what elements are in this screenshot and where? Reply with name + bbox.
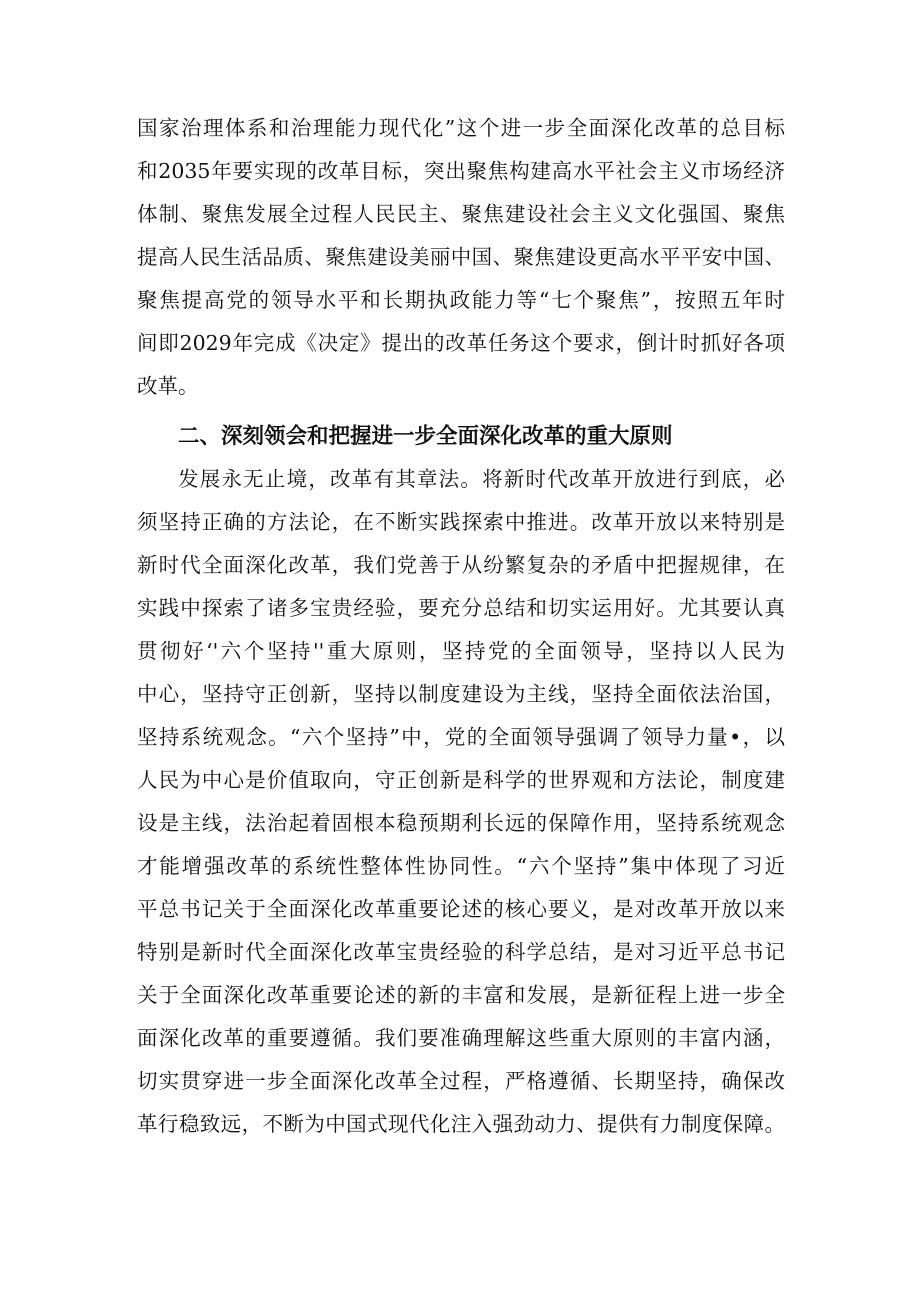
paragraph-line: 改革。 [137,374,199,398]
paragraph-line: 贯彻好‘'六个坚持''重大原则，坚持党的全面领导，坚持以人民为 [137,639,785,663]
paragraph-line: 间即2029年完成《决定》提出的改革任务这个要求，倒计时抓好各项 [137,331,785,355]
paragraph-line: 人民为中心是价值取向，守正创新是科学的世界观和方法论，制度建 [137,768,785,792]
paragraph-line: 切实贯穿进一步全面深化改革全过程，严格遵循、长期坚持，确保改 [137,1069,785,1093]
paragraph-line: 提高人民生活品质、聚焦建设美丽中国、聚焦建设更高水平平安中国、 [137,245,785,269]
paragraph-line: 关于全面深化改革重要论述的新的丰富和发展，是新征程上进一步全 [137,983,785,1007]
paragraph-2 [137,458,785,1146]
paragraph-line: 发展永无止境，改革有其章法。将新时代改革开放进行到底，必 [178,467,785,491]
paragraph-line: 设是主线，法治起着固根本稳预期利长远的保障作用，坚持系统观念 [137,811,785,835]
paragraph-line: 和2035年要实现的改革目标，突出聚焦构建高水平社会主义市场经济 [137,159,785,183]
paragraph-line: 特别是新时代全面深化改革宝贵经验的科学总结，是对习近平总书记 [137,940,785,964]
paragraph-line: 须坚持正确的方法论，在不断实践探索中推进。改革开放以来特别是 [137,510,785,534]
paragraph-line: 体制、聚焦发展全过程人民民主、聚焦建设社会主义文化强国、聚焦 [137,202,785,226]
paragraph-line: 平总书记关于全面深化改革重要论述的核心要义，是对改革开放以来 [137,897,785,921]
paragraph-line: 新时代全面深化改革，我们党善于从纷繁复杂的矛盾中把握规律，在 [137,553,785,577]
paragraph-line: 中心，坚持守正创新，坚持以制度建设为主线，坚持全面依法治国， [137,682,785,706]
paragraph-line: 才能增强改革的系统性整体性协同性。“六个坚持”集中体现了习近 [137,854,785,878]
paragraph-line: 面深化改革的重要遵循。我们要准确理解这些重大原则的丰富内涵， [137,1026,785,1050]
section-heading-text: 二、深刻领会和把握进一步全面深化改革的重大原则 [178,424,673,449]
paragraph-1 [137,107,785,408]
paragraph-line: 实践中探索了诸多宝贵经验，要充分总结和切实运用好。尤其要认真 [137,596,785,620]
section-heading [137,410,785,464]
paragraph-line: 聚焦提高党的领导水平和长期执政能力等“七个聚焦”，按照五年时 [137,288,785,312]
paragraph-line: 坚持系统观念。“六个坚持”中，党的全面领导强调了领导力量•，以 [137,725,785,749]
paragraph-line: 革行稳致远，不断为中国式现代化注入强劲动力、提供有力制度保障。 [137,1112,785,1136]
paragraph-line: 国家治理体系和治理能力现代化”这个进一步全面深化改革的总目标 [137,116,785,140]
